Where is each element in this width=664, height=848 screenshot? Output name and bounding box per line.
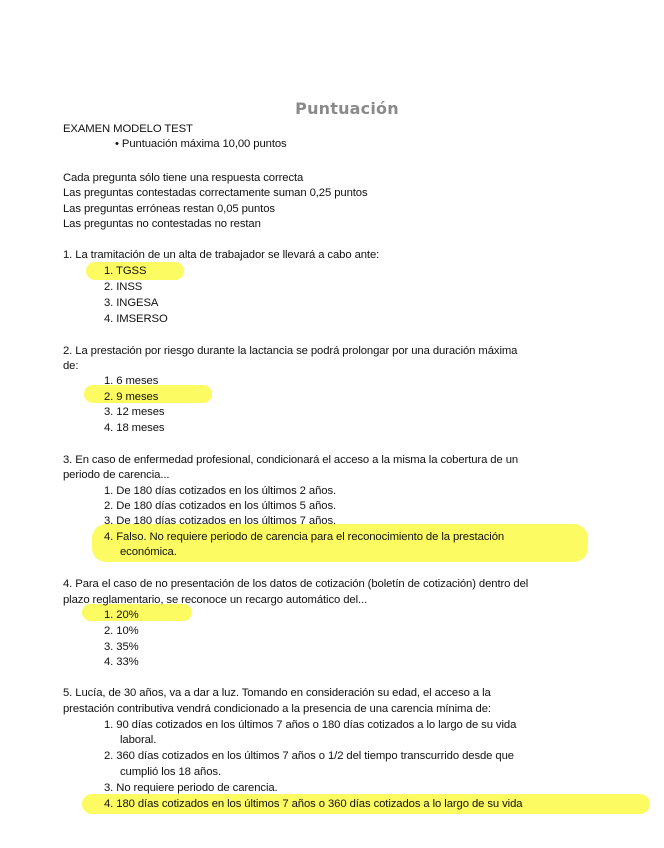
answer-option: 4. 18 meses: [104, 422, 165, 434]
question-text: 3. En caso de enfermedad profesional, condicionará el acceso a la misma la cobertura de un: [63, 454, 519, 466]
question-text: de:: [63, 360, 79, 372]
answer-option: 3. 12 meses: [104, 406, 165, 418]
answer-option-continuation: laboral.: [120, 734, 157, 746]
answer-option: 1. 90 días cotizados en los últimos 7 años o 180 días cotizados a lo largo de su vida: [104, 719, 517, 731]
rule-line: Las preguntas no contestadas no restan: [63, 218, 261, 230]
answer-option: 4. 33%: [104, 656, 139, 668]
answer-option-continuation: cumplió los 18 años.: [120, 766, 221, 778]
answer-option: 1. TGSS: [104, 265, 147, 277]
question-text: periodo de carencia...: [63, 469, 170, 481]
answer-option: 2. 360 días cotizados en los últimos 7 años o 1/2 del tiempo transcurrido desde que: [104, 750, 514, 762]
answer-option: 4. 180 días cotizados en los últimos 7 años o 360 días cotizados a lo largo de su vida: [104, 798, 523, 810]
question-text: prestación contributiva vendrá condicionado a la presencia de una carencia mínima de:: [63, 703, 491, 715]
answer-option: 1. 6 meses: [104, 375, 159, 387]
answer-option: 3. 35%: [104, 641, 139, 653]
answer-option: 2. INSS: [104, 281, 143, 293]
max-score-text: Puntuación máxima 10,00 puntos: [121, 138, 287, 150]
answer-option: 3. No requiere periodo de carencia.: [104, 782, 278, 794]
max-score: [115, 137, 287, 151]
bullet-icon: [115, 138, 119, 150]
question-text: 2. La prestación por riesgo durante la lactancia se podrá prolongar por una duración máxima: [63, 345, 518, 357]
answer-option: 3. INGESA: [104, 297, 159, 309]
answer-option: 4. Falso. No requiere periodo de carencia para el reconocimiento de la prestación: [104, 531, 505, 543]
rule-line: Cada pregunta sólo tiene una respuesta correcta: [63, 172, 304, 184]
answer-option: 1. De 180 días cotizados en los últimos 2 años.: [104, 485, 337, 497]
answer-option: 2. 10%: [104, 625, 139, 637]
answer-option: 1. 20%: [104, 609, 139, 621]
question-text: 1. La tramitación de un alta de trabajador se llevará a cabo ante:: [63, 249, 380, 261]
exam-name: EXAMEN MODELO TEST: [63, 123, 193, 135]
answer-option-continuation: económica.: [120, 546, 177, 558]
rule-line: Las preguntas contestadas correctamente suman 0,25 puntos: [63, 187, 368, 199]
question-text: 5. Lucía, de 30 años, va a dar a luz. Tomando en consideración su edad, el acceso a la: [63, 687, 491, 699]
answer-option: 2. 9 meses: [104, 391, 159, 403]
page-title: Puntuación: [295, 99, 399, 118]
answer-option: 2. De 180 días cotizados en los últimos 5 años.: [104, 500, 337, 512]
answer-option: 3. De 180 días cotizados en los últimos 7 años.: [104, 515, 337, 527]
rule-line: Las preguntas erróneas restan 0,05 puntos: [63, 203, 275, 215]
question-text: plazo reglamentario, se reconoce un recargo automático del...: [63, 594, 368, 606]
answer-option: 4. IMSERSO: [104, 313, 168, 325]
question-text: 4. Para el caso de no presentación de los datos de cotización (boletín de cotización) dentro del: [63, 578, 529, 590]
